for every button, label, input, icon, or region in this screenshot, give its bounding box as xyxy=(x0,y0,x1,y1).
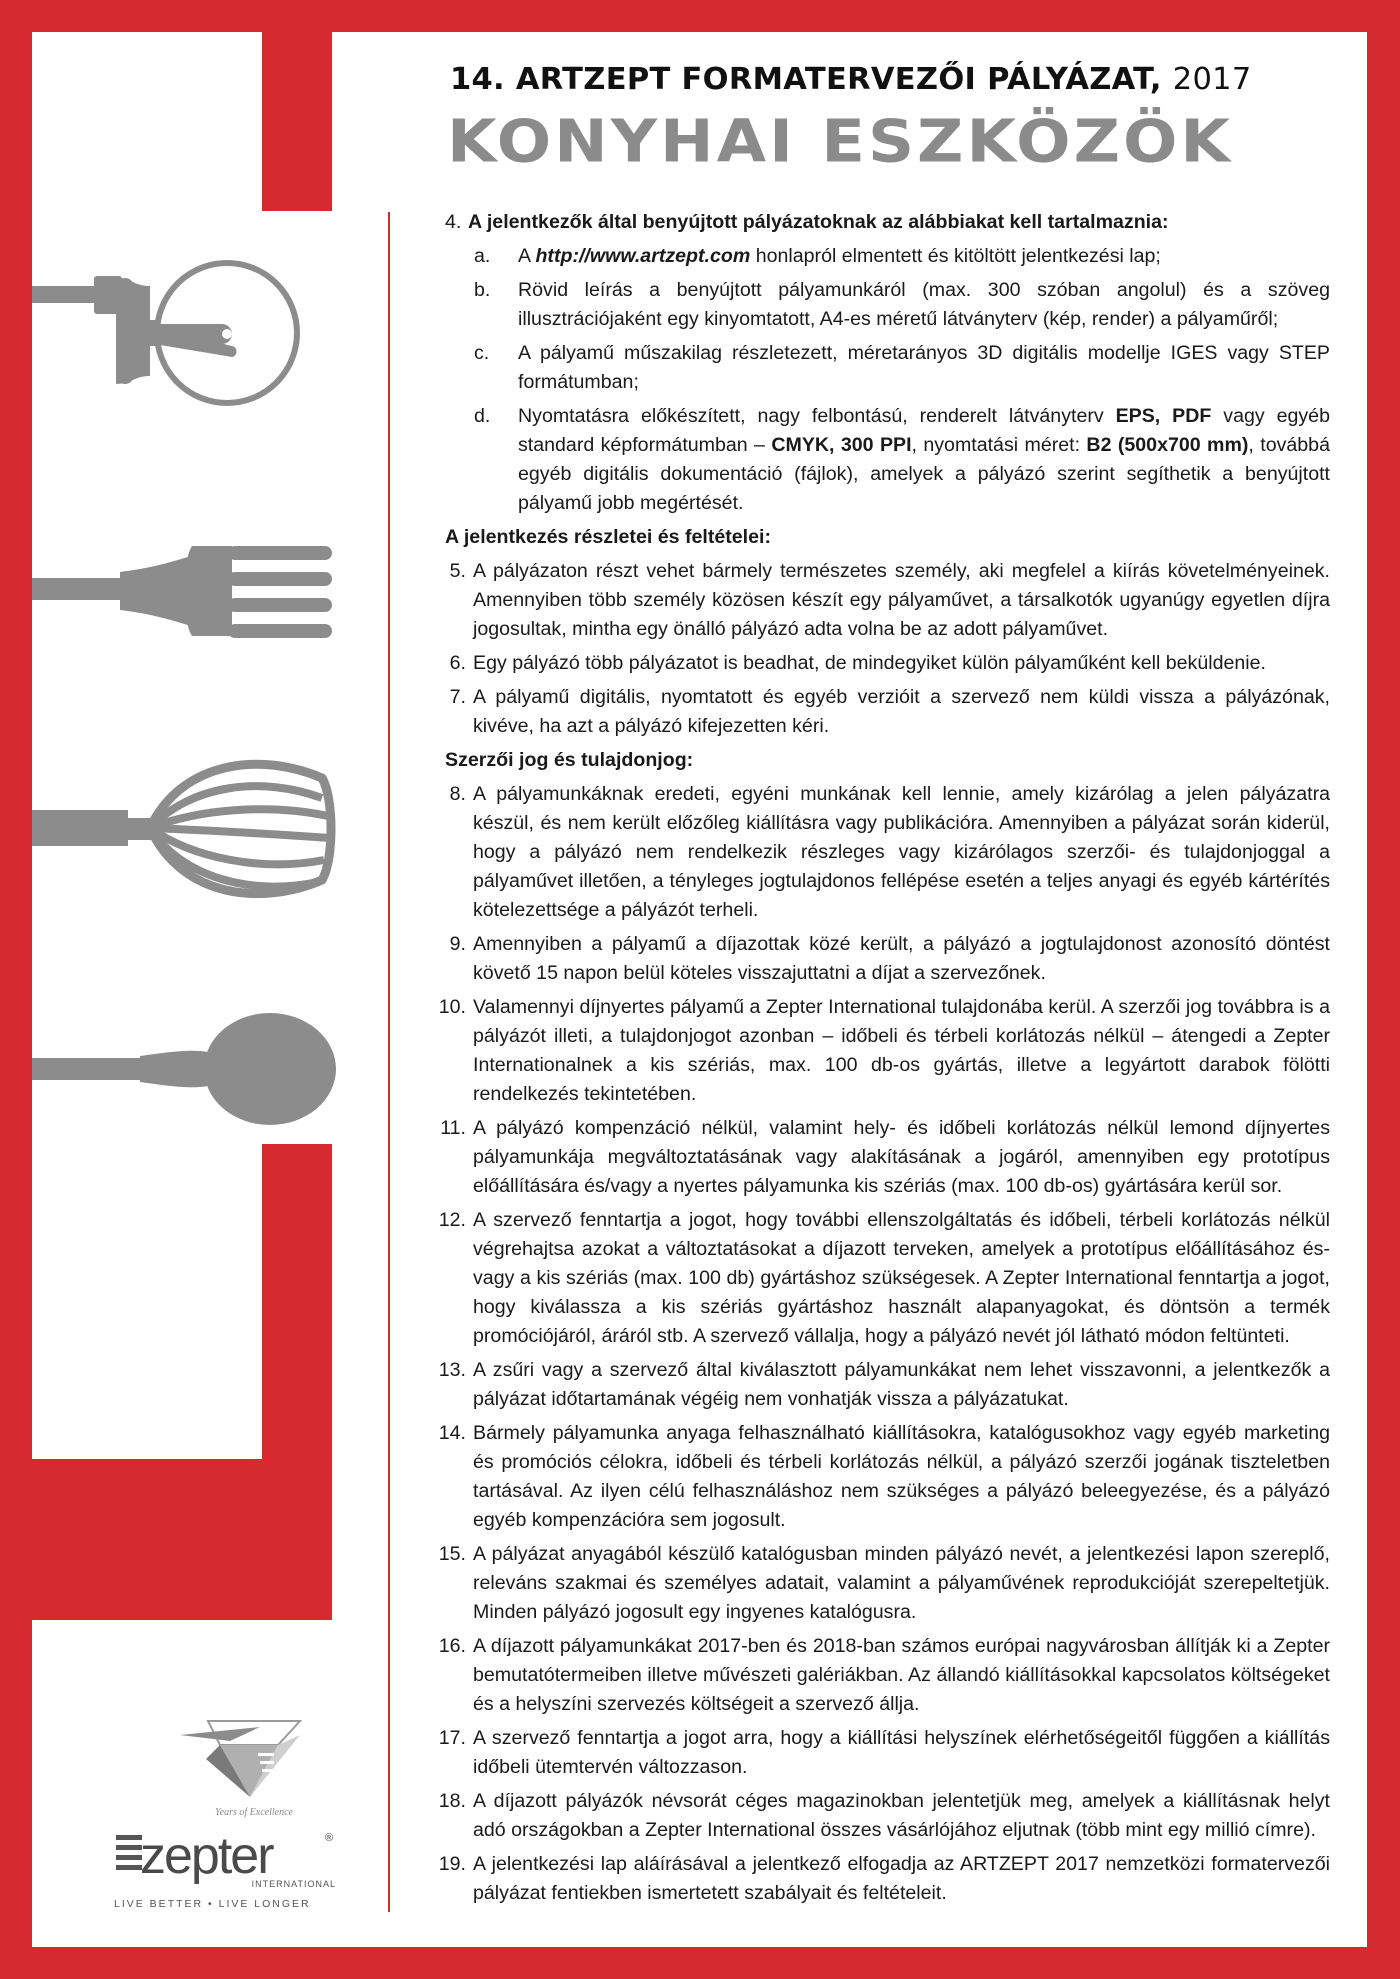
rule-number: 12. xyxy=(438,1209,466,1231)
rule-text: A jelentkezési lap aláírásával a jelentkező elfogadja az ARTZEPT 2017 nemzetközi formatervezői pályázat fentiekben ismertetett szabályait és feltételeit. xyxy=(473,1853,1330,1904)
rule-text: A szervező fenntartja a jogot arra, hogy a kiállítási helyszínek elérhetőségeitől függően a kiállítás időbeli ütemtervén változzason. xyxy=(473,1727,1330,1778)
section-heading-conditions: A jelentkezés részletei és feltételei: xyxy=(445,526,771,548)
rule-item-7 xyxy=(428,683,1330,741)
rule-number: 7. xyxy=(449,686,466,708)
conditions-list xyxy=(428,557,1330,741)
left-white-panel xyxy=(32,32,262,1459)
rule-number: 16. xyxy=(438,1635,466,1657)
rule-item-15 xyxy=(428,1540,1330,1627)
rule-text: A pályázaton részt vehet bármely természetes személy, aki megfelel a kiírás követelményeinek. Amennyiben több személy közösen készít egy pályaművet, a társalkotók ugyanúgy egyetlen díjra jogosultak, mintha egy önálló pályázó adta volna be az adott pályaművet. xyxy=(473,560,1330,640)
badge-caption: Years of Excellence xyxy=(215,1807,293,1818)
rule-item-10 xyxy=(428,993,1330,1109)
rule-item-17 xyxy=(428,1724,1330,1782)
zepter-bars-icon xyxy=(116,1835,142,1870)
rule-item-18 xyxy=(428,1787,1330,1845)
zepter-logo xyxy=(110,1715,350,1915)
rule-item-13 xyxy=(428,1356,1330,1414)
rule-number: 19. xyxy=(438,1853,466,1875)
rule-item-5 xyxy=(428,557,1330,644)
rule-subitem-b xyxy=(428,276,1330,334)
rule-number: 14. xyxy=(438,1422,466,1444)
page-subtitle: KONYHAI ESZKÖZÖK xyxy=(447,108,1233,177)
title-bold-text: 14. ARTZEPT FORMATERVEZŐI PÁLYÁZAT, xyxy=(450,62,1162,97)
subitem-letter: a. xyxy=(474,245,491,267)
rule-text: A pályamunkáknak eredeti, egyéni munkának kell lennie, amely kizárólag a jelen pályázatra készül, és nem került előzőleg kiállításra vagy publikációra. Amennyiben a pályázat során kiderül, hogy a pályázó nem rendelkezik részleges vagy kizárólagos szerzői- és tulajdonjoggal a pályaművet illetően, a tényleges jogtulajdonos fellépése esetén a teljes anyagi és egyéb kártérítés kötelezettsége a pályázót terheli. xyxy=(473,783,1330,921)
format-cmyk: CMYK, 300 PPI xyxy=(771,434,912,456)
rule-text: Egy pályázó több pályázatot is beadhat, de mindegyiket külön pályaműként kell beküldenie. xyxy=(473,652,1266,674)
rule-item-4 xyxy=(428,208,1330,237)
subitem-text: A pályamű műszakilag részletezett, méretarányos 3D digitális modellje IGES vagy STEP formátumban; xyxy=(518,342,1330,393)
artzept-link[interactable]: http://www.artzept.com xyxy=(535,245,751,267)
rule-text: A pályázó kompenzáció nélkül, valamint hely- és időbeli korlátozás nélkül lemond díjnyertes pályamunkája megváltoztatásának vagy alakításának a jogáról, amennyiben egy prototípus előállítására és/vagy a nyertes pályamunka kis szériás (max. 100 db-os) gyártására kerül sor. xyxy=(473,1117,1330,1197)
subitem-text: Nyomtatásra előkészített, nagy felbontású, renderelt látványterv xyxy=(518,405,1116,427)
rule-number: 5. xyxy=(449,560,466,582)
rule-number: 17. xyxy=(438,1727,466,1749)
subitem-letter: b. xyxy=(474,279,491,301)
rule-text: A díjazott pályamunkákat 2017-ben és 2018-ban számos európai nagyvárosban állítják ki a Zepter bemutatótermeiben illetve művészeti galériákban. Az állandó kiállításokkal kapcsolatos költségeket és a helyszíni szervezés költségeit a szervező állja. xyxy=(473,1635,1330,1715)
spoon-icon xyxy=(32,1008,342,1132)
rule-item-19 xyxy=(428,1850,1330,1908)
rule-number: 11. xyxy=(440,1117,466,1139)
subitem-text-post: honlapról elmentett és kitöltött jelentkezési lap; xyxy=(750,245,1161,267)
rule-item-16 xyxy=(428,1632,1330,1719)
rules-content xyxy=(428,208,1330,1913)
rule-number: 4. xyxy=(445,211,462,233)
page-title xyxy=(450,62,1320,97)
pizza-cutter-icon xyxy=(32,258,342,448)
rule-subitem-a xyxy=(428,242,1330,271)
rule-text: A díjazott pályázók névsorát céges magazinokban jelentetjük meg, amelyek a kiállításnak helyt adó országokban a Zepter International összes vásárlójához eljutnak (több mint egy millió címre). xyxy=(473,1790,1330,1841)
rule-item-12 xyxy=(428,1206,1330,1351)
rule-text: A zsűri vagy a szervező által kiválasztott pályamunkákat nem lehet visszavonni, a jelentkezők a pályázat időtartamának végéig nem vonhatják vissza a pályázatukat. xyxy=(473,1359,1330,1410)
red-frame-bar-top-vertical xyxy=(262,32,332,211)
rule-number: 15. xyxy=(438,1543,466,1565)
content-divider-line xyxy=(388,212,390,1912)
format-eps-pdf: EPS, PDF xyxy=(1115,405,1212,427)
rule-text: Bármely pályamunka anyaga felhasználható kiállításokra, katalógusokhoz vagy egyéb marketing és promóciós célokra, időbeli és térbeli korlátozás nélkül, a pályázó szerzői jogának tiszteletben tartásával. Az ilyen célú felhasználáshoz nem szükséges a pályázó beleegyezése, és a pályázó egyéb kompenzációra sem jogosult. xyxy=(473,1422,1330,1531)
brand-international: INTERNATIONAL xyxy=(251,1879,336,1889)
rule-number: 18. xyxy=(438,1790,466,1812)
brand-slogan: LIVE BETTER • LIVE LONGER xyxy=(114,1898,311,1910)
rule-number: 6. xyxy=(449,652,466,674)
subitem-text: vagy egyéb standard képformátumban – xyxy=(518,405,1330,456)
rule-text: A pályamű digitális, nyomtatott és egyéb verzióit a szervező nem küldi vissza a pályázónak, kivéve, ha azt a pályázó kifejezetten kéri. xyxy=(473,686,1330,737)
rule-heading: A jelentkezők által benyújtott pályázatoknak az alábbiakat kell tartalmaznia: xyxy=(468,211,1169,233)
registered-mark: ® xyxy=(325,1832,334,1844)
rule-text: A szervező fenntartja a jogot, hogy további ellenszolgáltatás és időbeli, térbeli korlátozás nélkül végrehajtsa azokat a változtatásokat a díjazott terveken, amelyek a prototípus előállításához és-vagy a kis szériás (max. 100 db) gyártáshoz szükségesek. A Zepter International fenntartja a jogot, hogy kiválassza a kis szériás gyártáshoz használt alapanyagokat, és döntsön a termék promóciójáról, áráról stb. A szervező vállalja, hogy a pályázó nevét jól látható módon feltünteti. xyxy=(473,1209,1330,1347)
rule-text: A pályázat anyagából készülő katalógusban minden pályázó nevét, a jelentkezési lapon szereplő, releváns szakmai és személyes adatait, valamint a pályaművének reprodukcióját szerepeltetjük. Minden pályázó jogosult egy ingyenes katalógusra. xyxy=(473,1543,1330,1623)
rule-item-9 xyxy=(428,930,1330,988)
rule-number: 9. xyxy=(449,933,466,955)
rule-text: Valamennyi díjnyertes pályamű a Zepter International tulajdonába kerül. A szerzői jog továbbra is a pályázót illeti, a tulajdonjogot azonban – időbeli és térbeli korlátozás nélkül – átengedi a Zepter Internationalnek a kis szériás, max. 100 db-os gyártás, illetve a legyártott darabok fölötti rendelkezés tekintetében. xyxy=(473,996,1330,1105)
rule-number: 10. xyxy=(438,996,466,1018)
red-frame-bar-bottom-horizontal xyxy=(32,1459,332,1620)
brand-name: zepter xyxy=(140,1827,273,1885)
diamond-emblem-icon xyxy=(180,1721,300,1797)
subitem-text: , nyomtatási méret: xyxy=(911,434,1087,456)
subitem-text-pre: A xyxy=(518,245,530,267)
rule-subitem-d xyxy=(428,402,1330,518)
rule-number: 8. xyxy=(449,783,466,805)
rule-subitem-c xyxy=(428,339,1330,397)
copyright-list xyxy=(428,780,1330,1908)
section-heading-copyright: Szerzői jog és tulajdonjog: xyxy=(445,749,694,771)
rule-item-8 xyxy=(428,780,1330,925)
whisk-icon xyxy=(32,748,342,910)
subitem-text: Rövid leírás a benyújtott pályamunkáról (max. 300 szóban angolul) és a szöveg illusztrációjaként egy kinyomtatott, A4-es méretű látványterv (kép, render) a pályaműről; xyxy=(518,279,1330,330)
rule-text: Amennyiben a pályamű a díjazottak közé került, a pályázó a jogtulajdonost azonosító döntést követő 15 napon belül köteles visszajuttatni a díjat a szervezőnek. xyxy=(473,933,1330,984)
title-year: 2017 xyxy=(1172,62,1252,97)
subitem-letter: c. xyxy=(474,342,490,364)
rule-item-14 xyxy=(428,1419,1330,1535)
rule-number: 13. xyxy=(438,1359,466,1381)
subitem-text: , továbbá egyéb digitális dokumentáció (fájlok), amelyek a pályázó szerint segíthetik a benyújtott pályamű jobb megértését. xyxy=(518,434,1330,514)
rule-item-11 xyxy=(428,1114,1330,1201)
format-size: B2 (500x700 mm) xyxy=(1086,434,1249,456)
rule-item-6 xyxy=(428,649,1330,678)
subitem-letter: d. xyxy=(474,405,491,427)
fork-icon xyxy=(32,532,342,650)
